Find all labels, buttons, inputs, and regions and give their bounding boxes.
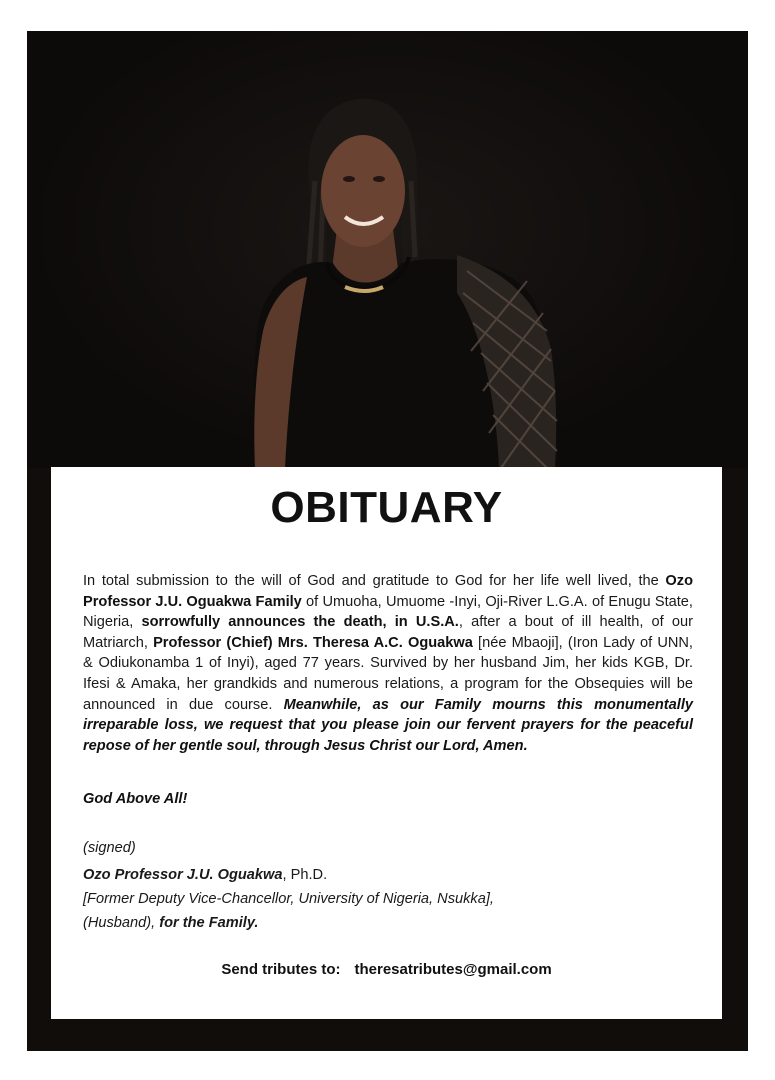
obituary-frame xyxy=(27,31,748,1051)
signatory-name: Ozo Professor J.U. Oguakwa xyxy=(83,867,283,883)
portrait-photo xyxy=(27,31,748,468)
deceased-name: Professor (Chief) Mrs. Theresa A.C. Oguakwa xyxy=(153,634,473,651)
send-tributes xyxy=(51,961,722,978)
body-text-3: , after a bout of ill health, of our Matriarch, xyxy=(83,614,693,651)
signatory-relation: (Husband), xyxy=(83,915,160,931)
death-announcement: sorrowfully announces the death, in U.S.A. xyxy=(141,614,459,631)
tributes-email[interactable]: theresatributes@gmail.com xyxy=(354,961,552,978)
signed-label: (signed) xyxy=(83,840,136,856)
for-family: for the Family. xyxy=(159,915,259,931)
body-text-1: In total submission to the will of God and gratitude to God for her life well lived, the xyxy=(83,573,666,589)
obituary-card xyxy=(51,467,722,1019)
family-name: Ozo Professor J.U. Oguakwa Family xyxy=(83,573,693,610)
tributes-label: Send tributes to: xyxy=(221,961,341,978)
body-text-2: of Umuoha, Umuome -Inyi, Oji-River L.G.A. of Enugu State, Nigeria, xyxy=(83,593,693,631)
obituary-body xyxy=(83,571,693,756)
signatory-suffix: , Ph.D. xyxy=(282,867,328,883)
signatory-line xyxy=(83,867,327,883)
obituary-title: OBITUARY xyxy=(270,483,503,532)
body-text-4: [née Mbaoji], (Iron Lady of UNN, & Odiukonamba 1 of Inyi), aged 77 years. Survived by her husband Jim, her kids KGB, Dr. Ifesi & Amaka, her grandkids and numerous relations, a program for the Obsequies will be announced in due course. xyxy=(83,634,693,713)
signatory-relation-line xyxy=(83,915,258,931)
prayer-request: Meanwhile, as our Family mourns this monumentally irreparable loss, we request that you please join our fervent prayers for the peaceful repose of her gentle soul, through Jesus Christ our Lord, Amen. xyxy=(83,696,693,754)
god-above-all: God Above All! xyxy=(83,791,188,807)
signatory-position: [Former Deputy Vice-Chancellor, University of Nigeria, Nsukka], xyxy=(83,891,494,907)
